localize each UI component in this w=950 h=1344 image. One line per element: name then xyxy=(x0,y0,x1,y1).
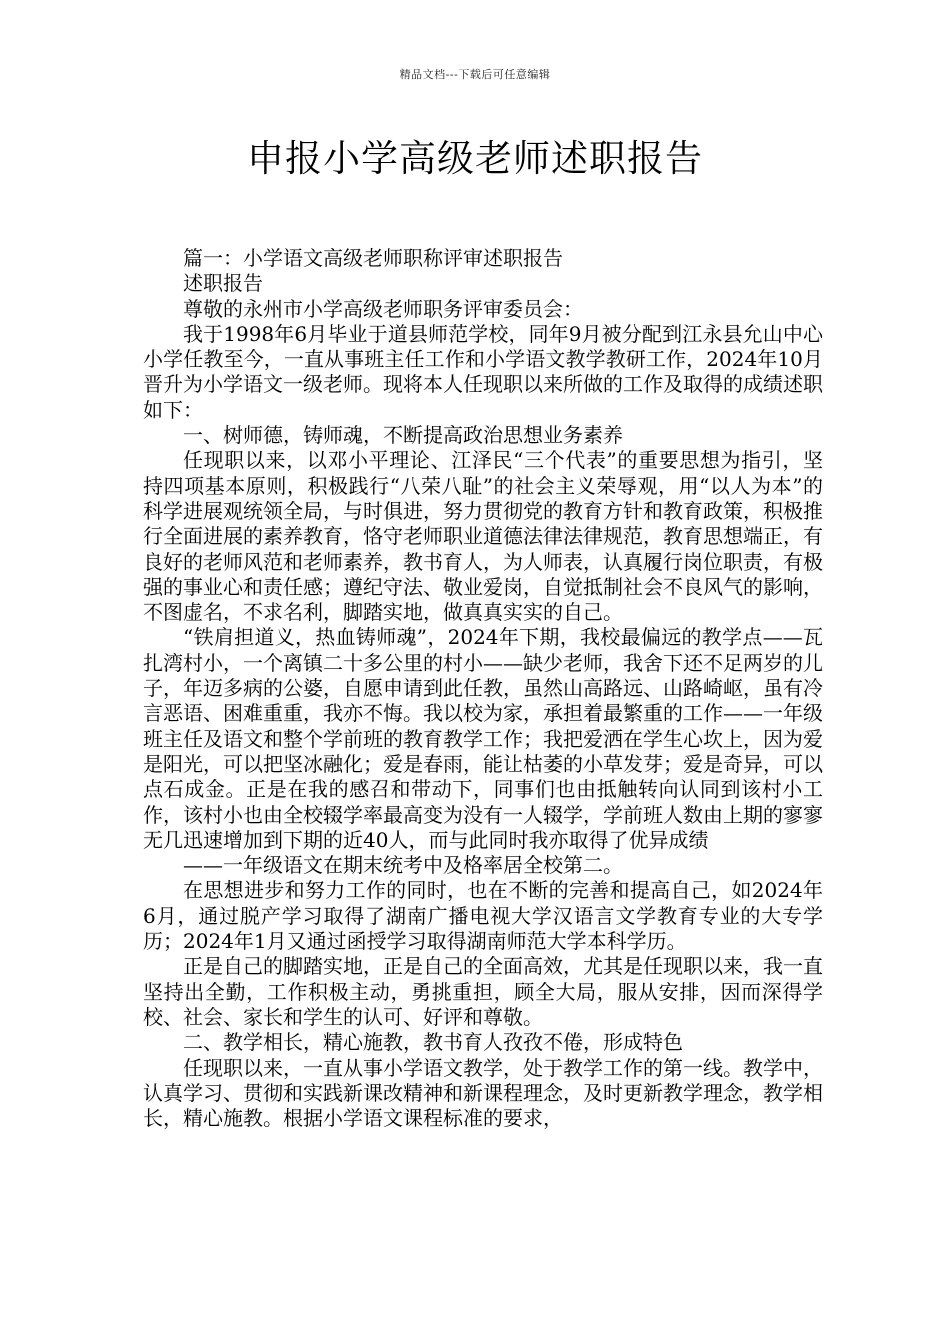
document-body xyxy=(143,246,823,1131)
paragraph-intro: 我于1998年6月毕业于道县师范学校，同年9月被分配到江永县允山中心小学任教至今，一直从事班主任工作和小学语文教学教研工作，2024年10月晋升为小学语文一级老师。现将本人任现职以来所做的工作及取得的成绩述职如下： xyxy=(143,321,823,422)
paragraph-attendance: 正是自己的脚踏实地，正是自己的全面高效，尤其是任现职以来，我一直坚持出全勤，工作积极主动，勇挑重担，顾全大局，服从安排，因而深得学校、社会、家长和学生的认可、好评和尊敬。 xyxy=(143,954,823,1029)
section-heading-2: 二、教学相长，精心施教，教书育人孜孜不倦，形成特色 xyxy=(183,1030,683,1055)
paragraph-village-school: “铁肩担道义，热血铸师魂”，2024年下期，我校最偏远的教学点——瓦扎湾村小，一个离镇二十多公里的村小——缺少老师，我舍下还不足两岁的儿子，年迈多病的公婆，自愿申请到此任教，虽然山高路远、山路崎岖，虽有冷言恶语、困难重重，我亦不悔。我以校为家，承担着最繁重的工作——一年级班主任及语文和整个学前班的教育教学工作；我把爱洒在学生心坎上，因为爱是阳光，可以把坚冰融化；爱是春雨，能让枯萎的小草发芽；爱是奇异，可以点石成金。正是在我的感召和带动下，同事们也由抵触转向认同到该村小工作，该村小也由全校辍学率最高变为没有一人辍学，学前班人数由上期的寥寥无几迅速增加到下期的近40人，而与此同时我亦取得了优异成绩 xyxy=(143,625,823,852)
paragraph-results: ——一年级语文在期末统考中及格率居全校第二。 xyxy=(183,853,623,878)
header-note: 精品文档---下载后可任意编辑 xyxy=(399,68,551,81)
article-heading: 篇一：小学语文高级老师职称评审述职报告 xyxy=(183,246,563,270)
paragraph-teaching: 任现职以来，一直从事小学语文教学，处于教学工作的第一线。教学中，认真学习、贯彻和实践新课改精神和新课程理念，及时更新教学理念，教学相长，精心施教。根据小学语文课程标准的要求， xyxy=(143,1055,823,1131)
paragraph-education: 在思想进步和努力工作的同时，也在不断的完善和提高自己，如2024年6月，通过脱产学习取得了湖南广播电视大学汉语言文学教育专业的大专学历；2024年1月又通过函授学习取得湖南师范大学本科学历。 xyxy=(143,878,823,954)
report-label: 述职报告 xyxy=(183,271,263,296)
paragraph-ethics: 任现职以来，以邓小平理论、江泽民“三个代表”的重要思想为指引，坚持四项基本原则，积极践行“八荣八耻”的社会主义荣辱观，用“以人为本”的科学进展观统领全局，与时俱进，努力贯彻党的教育方针和教育政策，积极推行全面进展的素养教育，恪守老师职业道德法律法律规范，教育思想端正，有良好的老师风范和老师素养，教书育人，为人师表，认真履行岗位职责，有极强的事业心和责任感；遵纪守法、敬业爱岗，自觉抵制社会不良风气的影响，不图虚名，不求名利，脚踏实地，做真真实实的自己。 xyxy=(143,448,823,625)
section-heading-1: 一、树师德，铸师魂，不断提高政治思想业务素养 xyxy=(183,423,623,448)
document-title: 申报小学高级老师述职报告 xyxy=(247,137,703,180)
salutation: 尊敬的永州市小学高级老师职务评审委员会： xyxy=(183,296,583,321)
